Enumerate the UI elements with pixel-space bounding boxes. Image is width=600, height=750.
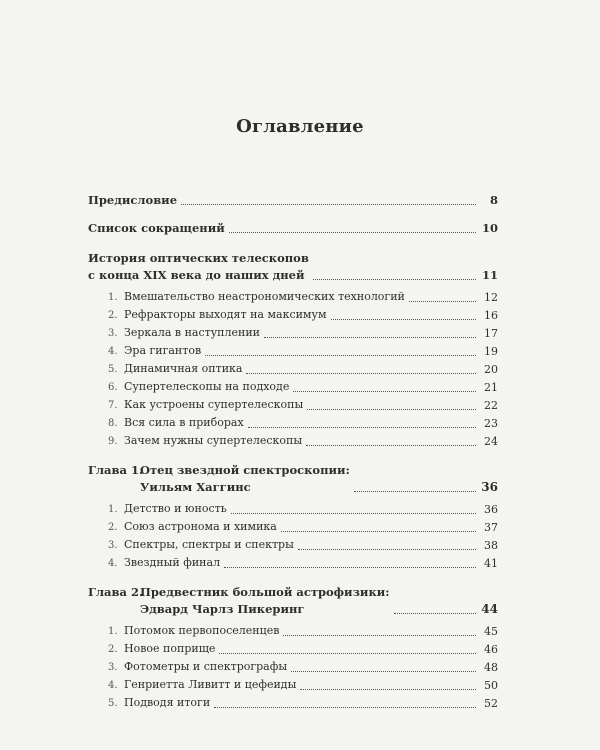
toc-entry-preface[interactable] <box>88 192 498 209</box>
dot-leader <box>293 391 476 392</box>
toc-subentry-title: Супертелескопы на подходе <box>124 380 290 393</box>
toc-subentry[interactable] <box>88 554 498 572</box>
toc-page-number: 23 <box>484 417 498 430</box>
toc-subentry-number: 4. <box>108 680 118 691</box>
toc-page-number: 46 <box>484 643 498 656</box>
dot-leader <box>219 653 476 654</box>
toc-page-number: 37 <box>484 521 498 534</box>
toc-subentry[interactable] <box>88 396 498 414</box>
toc-subentry-title: Эра гигантов <box>124 344 202 357</box>
toc-page-number: 36 <box>481 480 498 494</box>
toc-subentry-number: 7. <box>108 400 118 411</box>
toc-entry-history[interactable] <box>88 250 498 284</box>
toc-entry-title-line1: Предвестник большой астрофизики: <box>140 585 390 599</box>
toc-subentry[interactable] <box>88 342 498 360</box>
dot-leader <box>354 491 476 492</box>
toc-subentry-number: 9. <box>108 436 118 447</box>
toc-subentry[interactable] <box>88 640 498 658</box>
dot-leader <box>214 707 476 708</box>
toc-page-number: 52 <box>484 697 498 710</box>
toc-entry-title-line2: с конца XIX века до наших дней <box>88 268 305 282</box>
toc-page-number: 44 <box>481 602 498 616</box>
toc-page-number: 24 <box>484 435 498 448</box>
toc-subentry-number: 2. <box>108 310 118 321</box>
dot-leader <box>409 301 476 302</box>
toc-subentry[interactable] <box>88 324 498 342</box>
toc-subentry[interactable] <box>88 360 498 378</box>
dot-leader <box>231 513 476 514</box>
toc-subentry-title: Звездный финал <box>124 556 221 569</box>
toc-subentry-title: Динамичная оптика <box>124 362 243 375</box>
toc-subentry[interactable] <box>88 288 498 306</box>
toc-subentry-number: 2. <box>108 644 118 655</box>
dot-leader <box>291 671 476 672</box>
toc-subentry-number: 8. <box>108 418 118 429</box>
toc-entry-title-line1: Отец звездной спектроскопии: <box>140 463 350 477</box>
toc-subentry-number: 5. <box>108 364 118 375</box>
toc-page-number: 45 <box>484 625 498 638</box>
toc-subentry-title: Подводя итоги <box>124 696 211 709</box>
dot-leader <box>283 635 476 636</box>
toc-subentry-number: 3. <box>108 328 118 339</box>
toc-subentry-number: 4. <box>108 346 118 357</box>
toc-subentry-number: 1. <box>108 504 118 515</box>
toc-subentry-number: 1. <box>108 626 118 637</box>
toc-subentry[interactable] <box>88 500 498 518</box>
toc-page-number: 16 <box>484 309 498 322</box>
toc-subentry-title: Рефракторы выходят на максимум <box>124 308 327 321</box>
toc-subentry[interactable] <box>88 536 498 554</box>
toc-entry-chapter-1[interactable] <box>88 462 498 496</box>
toc-subentry-number: 3. <box>108 662 118 673</box>
dot-leader <box>224 567 476 568</box>
dot-leader <box>300 689 476 690</box>
toc-entry-abbreviations[interactable] <box>88 220 498 237</box>
toc-subentry-title: Как устроены супертелескопы <box>124 398 304 411</box>
toc-subentry-title: Детство и юность <box>124 502 227 515</box>
toc-page-number: 36 <box>484 503 498 516</box>
dot-leader <box>394 613 476 614</box>
toc-subentry-title: Потомок первопоселенцев <box>124 624 280 637</box>
toc-subentry[interactable] <box>88 676 498 694</box>
chapter-label: Глава 2. <box>88 585 143 599</box>
toc-entry-title-line1: История оптических телескопов <box>88 251 309 265</box>
dot-leader <box>281 531 476 532</box>
toc-subentry-number: 4. <box>108 558 118 569</box>
toc-page-number: 11 <box>481 268 498 282</box>
dot-leader <box>246 373 476 374</box>
toc-subentry-number: 2. <box>108 522 118 533</box>
dot-leader <box>298 549 476 550</box>
dot-leader <box>205 355 476 356</box>
toc-subentry-title: Вмешательство неастрономических технологий <box>124 290 405 303</box>
dot-leader <box>229 232 476 233</box>
toc-subentry-title: Вся сила в приборах <box>124 416 244 429</box>
page-title: Оглавление <box>236 116 364 137</box>
toc-subentry-title: Генриетта Ливитт и цефеиды <box>124 678 297 691</box>
dot-leader <box>313 279 476 280</box>
toc-subentry-title: Новое поприще <box>124 642 216 655</box>
toc-page-number: 8 <box>489 193 498 207</box>
toc-subentry[interactable] <box>88 658 498 676</box>
toc-entry-title: Предисловие <box>88 193 178 207</box>
toc-subentry[interactable] <box>88 414 498 432</box>
toc-page-number: 22 <box>484 399 498 412</box>
toc-subentry[interactable] <box>88 378 498 396</box>
toc-subentry[interactable] <box>88 306 498 324</box>
toc-page-number: 10 <box>481 221 498 235</box>
toc-page-number: 38 <box>484 539 498 552</box>
dot-leader <box>181 204 476 205</box>
toc-entry-title-line2: Уильям Хаггинс <box>140 480 251 494</box>
toc-page-number: 12 <box>484 291 498 304</box>
toc-subentry[interactable] <box>88 694 498 712</box>
toc-subentry[interactable] <box>88 622 498 640</box>
toc-page-number: 21 <box>484 381 498 394</box>
toc-subentry-title: Фотометры и спектрографы <box>124 660 288 673</box>
dot-leader <box>307 409 476 410</box>
toc-subentry-title: Спектры, спектры и спектры <box>124 538 294 551</box>
toc-subentry-title: Зачем нужны супертелескопы <box>124 434 303 447</box>
toc-page-number: 19 <box>484 345 498 358</box>
toc-subentry-number: 5. <box>108 698 118 709</box>
toc-page-number: 17 <box>484 327 498 340</box>
toc-page-number: 20 <box>484 363 498 376</box>
toc-entry-title-line2: Эдвард Чарлз Пикеринг <box>140 602 305 616</box>
toc-subentry-number: 1. <box>108 292 118 303</box>
toc-subentry[interactable] <box>88 432 498 450</box>
toc-page-number: 48 <box>484 661 498 674</box>
toc-entry-title: Список сокращений <box>88 221 225 235</box>
chapter-label: Глава 1. <box>88 463 143 477</box>
dot-leader <box>331 319 476 320</box>
toc-page-number: 41 <box>484 557 498 570</box>
toc-subentry-title: Союз астронома и химика <box>124 520 277 533</box>
dot-leader <box>306 445 476 446</box>
toc-subentry-number: 3. <box>108 540 118 551</box>
toc-entry-chapter-2[interactable] <box>88 584 498 618</box>
dot-leader <box>264 337 476 338</box>
toc-subentry[interactable] <box>88 518 498 536</box>
toc-subentry-number: 6. <box>108 382 118 393</box>
dot-leader <box>248 427 476 428</box>
toc-page-number: 50 <box>484 679 498 692</box>
toc-subentry-title: Зеркала в наступлении <box>124 326 261 339</box>
